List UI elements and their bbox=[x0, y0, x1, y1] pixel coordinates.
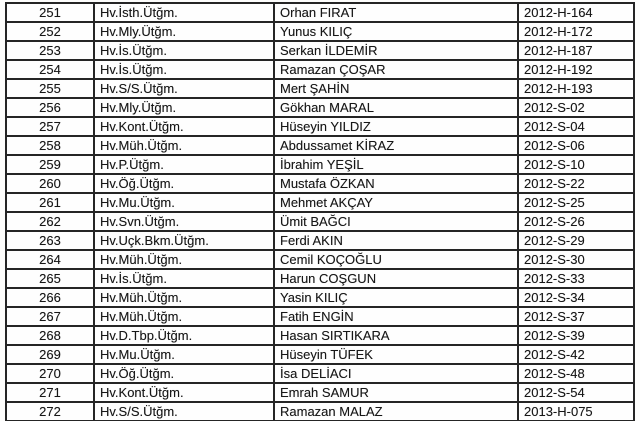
table-row bbox=[6, 402, 634, 421]
cell-registry-code: 2012-H-192 bbox=[518, 60, 634, 79]
table-row bbox=[6, 326, 634, 345]
cell-registry-code: 2012-S-06 bbox=[518, 136, 634, 155]
table-row bbox=[6, 3, 634, 22]
cell-row-number: 260 bbox=[6, 174, 94, 193]
cell-name: Yunus KILIÇ bbox=[274, 22, 518, 41]
cell-name: Ramazan ÇOŞAR bbox=[274, 60, 518, 79]
cell-name: Ferdi AKIN bbox=[274, 231, 518, 250]
cell-registry-code: 2012-S-54 bbox=[518, 383, 634, 402]
cell-name: Ramazan MALAZ bbox=[274, 402, 518, 421]
cell-name: Hüseyin TÜFEK bbox=[274, 345, 518, 364]
cell-rank: Hv.Svn.Ütğm. bbox=[94, 212, 274, 231]
cell-name: Gökhan MARAL bbox=[274, 98, 518, 117]
cell-registry-code: 2012-S-30 bbox=[518, 250, 634, 269]
cell-rank: Hv.Müh.Ütğm. bbox=[94, 288, 274, 307]
cell-row-number: 264 bbox=[6, 250, 94, 269]
cell-registry-code: 2012-S-02 bbox=[518, 98, 634, 117]
cell-rank: Hv.Mly.Ütğm. bbox=[94, 98, 274, 117]
cell-rank: Hv.Kont.Ütğm. bbox=[94, 383, 274, 402]
cell-name: İbrahim YEŞİL bbox=[274, 155, 518, 174]
cell-registry-code: 2012-S-33 bbox=[518, 269, 634, 288]
table-row bbox=[6, 250, 634, 269]
cell-name: Fatih ENGİN bbox=[274, 307, 518, 326]
table-row bbox=[6, 98, 634, 117]
cell-row-number: 267 bbox=[6, 307, 94, 326]
cell-name: Mert ŞAHİN bbox=[274, 79, 518, 98]
cell-name: Emrah SAMUR bbox=[274, 383, 518, 402]
cell-registry-code: 2012-S-26 bbox=[518, 212, 634, 231]
cell-rank: Hv.İsth.Ütğm. bbox=[94, 3, 274, 22]
cell-name: Abdussamet KİRAZ bbox=[274, 136, 518, 155]
table-row bbox=[6, 269, 634, 288]
cell-registry-code: 2013-H-075 bbox=[518, 402, 634, 421]
cell-rank: Hv.İs.Ütğm. bbox=[94, 269, 274, 288]
cell-row-number: 253 bbox=[6, 41, 94, 60]
cell-registry-code: 2012-S-22 bbox=[518, 174, 634, 193]
cell-rank: Hv.D.Tbp.Ütğm. bbox=[94, 326, 274, 345]
cell-row-number: 251 bbox=[6, 3, 94, 22]
cell-name: Orhan FIRAT bbox=[274, 3, 518, 22]
cell-registry-code: 2012-S-04 bbox=[518, 117, 634, 136]
cell-rank: Hv.P.Ütğm. bbox=[94, 155, 274, 174]
table-row bbox=[6, 383, 634, 402]
cell-registry-code: 2012-H-193 bbox=[518, 79, 634, 98]
cell-rank: Hv.Mu.Ütğm. bbox=[94, 345, 274, 364]
cell-row-number: 258 bbox=[6, 136, 94, 155]
cell-registry-code: 2012-S-29 bbox=[518, 231, 634, 250]
cell-name: Yasin KILIÇ bbox=[274, 288, 518, 307]
table-row bbox=[6, 364, 634, 383]
cell-row-number: 271 bbox=[6, 383, 94, 402]
cell-rank: Hv.Öğ.Ütğm. bbox=[94, 364, 274, 383]
cell-rank: Hv.Müh.Ütğm. bbox=[94, 307, 274, 326]
cell-row-number: 255 bbox=[6, 79, 94, 98]
table-row bbox=[6, 174, 634, 193]
table-row bbox=[6, 155, 634, 174]
cell-row-number: 252 bbox=[6, 22, 94, 41]
personnel-table bbox=[5, 2, 635, 421]
cell-name: İsa DELİACI bbox=[274, 364, 518, 383]
cell-name: Serkan İLDEMİR bbox=[274, 41, 518, 60]
cell-registry-code: 2012-S-37 bbox=[518, 307, 634, 326]
cell-registry-code: 2012-H-187 bbox=[518, 41, 634, 60]
table-row bbox=[6, 136, 634, 155]
cell-row-number: 261 bbox=[6, 193, 94, 212]
table-row bbox=[6, 288, 634, 307]
cell-rank: Hv.S/S.Ütğm. bbox=[94, 402, 274, 421]
cell-registry-code: 2012-H-164 bbox=[518, 3, 634, 22]
cell-rank: Hv.Öğ.Ütğm. bbox=[94, 174, 274, 193]
table-row bbox=[6, 212, 634, 231]
cell-rank: Hv.Mu.Ütğm. bbox=[94, 193, 274, 212]
table-row bbox=[6, 117, 634, 136]
cell-registry-code: 2012-S-48 bbox=[518, 364, 634, 383]
cell-registry-code: 2012-H-172 bbox=[518, 22, 634, 41]
cell-rank: Hv.İs.Ütğm. bbox=[94, 41, 274, 60]
cell-rank: Hv.Kont.Ütğm. bbox=[94, 117, 274, 136]
cell-name: Mehmet AKÇAY bbox=[274, 193, 518, 212]
table-row bbox=[6, 231, 634, 250]
cell-rank: Hv.Müh.Ütğm. bbox=[94, 136, 274, 155]
cell-row-number: 256 bbox=[6, 98, 94, 117]
cell-registry-code: 2012-S-25 bbox=[518, 193, 634, 212]
cell-rank: Hv.Uçk.Bkm.Ütğm. bbox=[94, 231, 274, 250]
cell-row-number: 263 bbox=[6, 231, 94, 250]
table-row bbox=[6, 41, 634, 60]
cell-row-number: 254 bbox=[6, 60, 94, 79]
cell-registry-code: 2012-S-10 bbox=[518, 155, 634, 174]
cell-row-number: 270 bbox=[6, 364, 94, 383]
cell-row-number: 265 bbox=[6, 269, 94, 288]
table-row bbox=[6, 307, 634, 326]
table-row bbox=[6, 79, 634, 98]
cell-row-number: 266 bbox=[6, 288, 94, 307]
cell-row-number: 257 bbox=[6, 117, 94, 136]
table-row bbox=[6, 345, 634, 364]
table-row bbox=[6, 60, 634, 79]
cell-row-number: 262 bbox=[6, 212, 94, 231]
cell-registry-code: 2012-S-34 bbox=[518, 288, 634, 307]
cell-row-number: 268 bbox=[6, 326, 94, 345]
cell-registry-code: 2012-S-39 bbox=[518, 326, 634, 345]
personnel-table-body bbox=[6, 3, 634, 421]
cell-rank: Hv.Müh.Ütğm. bbox=[94, 250, 274, 269]
table-row bbox=[6, 22, 634, 41]
cell-rank: Hv.İs.Ütğm. bbox=[94, 60, 274, 79]
cell-rank: Hv.S/S.Ütğm. bbox=[94, 79, 274, 98]
cell-name: Hüseyin YILDIZ bbox=[274, 117, 518, 136]
cell-name: Harun COŞGUN bbox=[274, 269, 518, 288]
cell-row-number: 272 bbox=[6, 402, 94, 421]
cell-rank: Hv.Mly.Ütğm. bbox=[94, 22, 274, 41]
cell-name: Mustafa ÖZKAN bbox=[274, 174, 518, 193]
cell-name: Cemil KOÇOĞLU bbox=[274, 250, 518, 269]
cell-name: Hasan SIRTIKARA bbox=[274, 326, 518, 345]
cell-row-number: 259 bbox=[6, 155, 94, 174]
cell-row-number: 269 bbox=[6, 345, 94, 364]
table-row bbox=[6, 193, 634, 212]
cell-registry-code: 2012-S-42 bbox=[518, 345, 634, 364]
cell-name: Ümit BAĞCI bbox=[274, 212, 518, 231]
